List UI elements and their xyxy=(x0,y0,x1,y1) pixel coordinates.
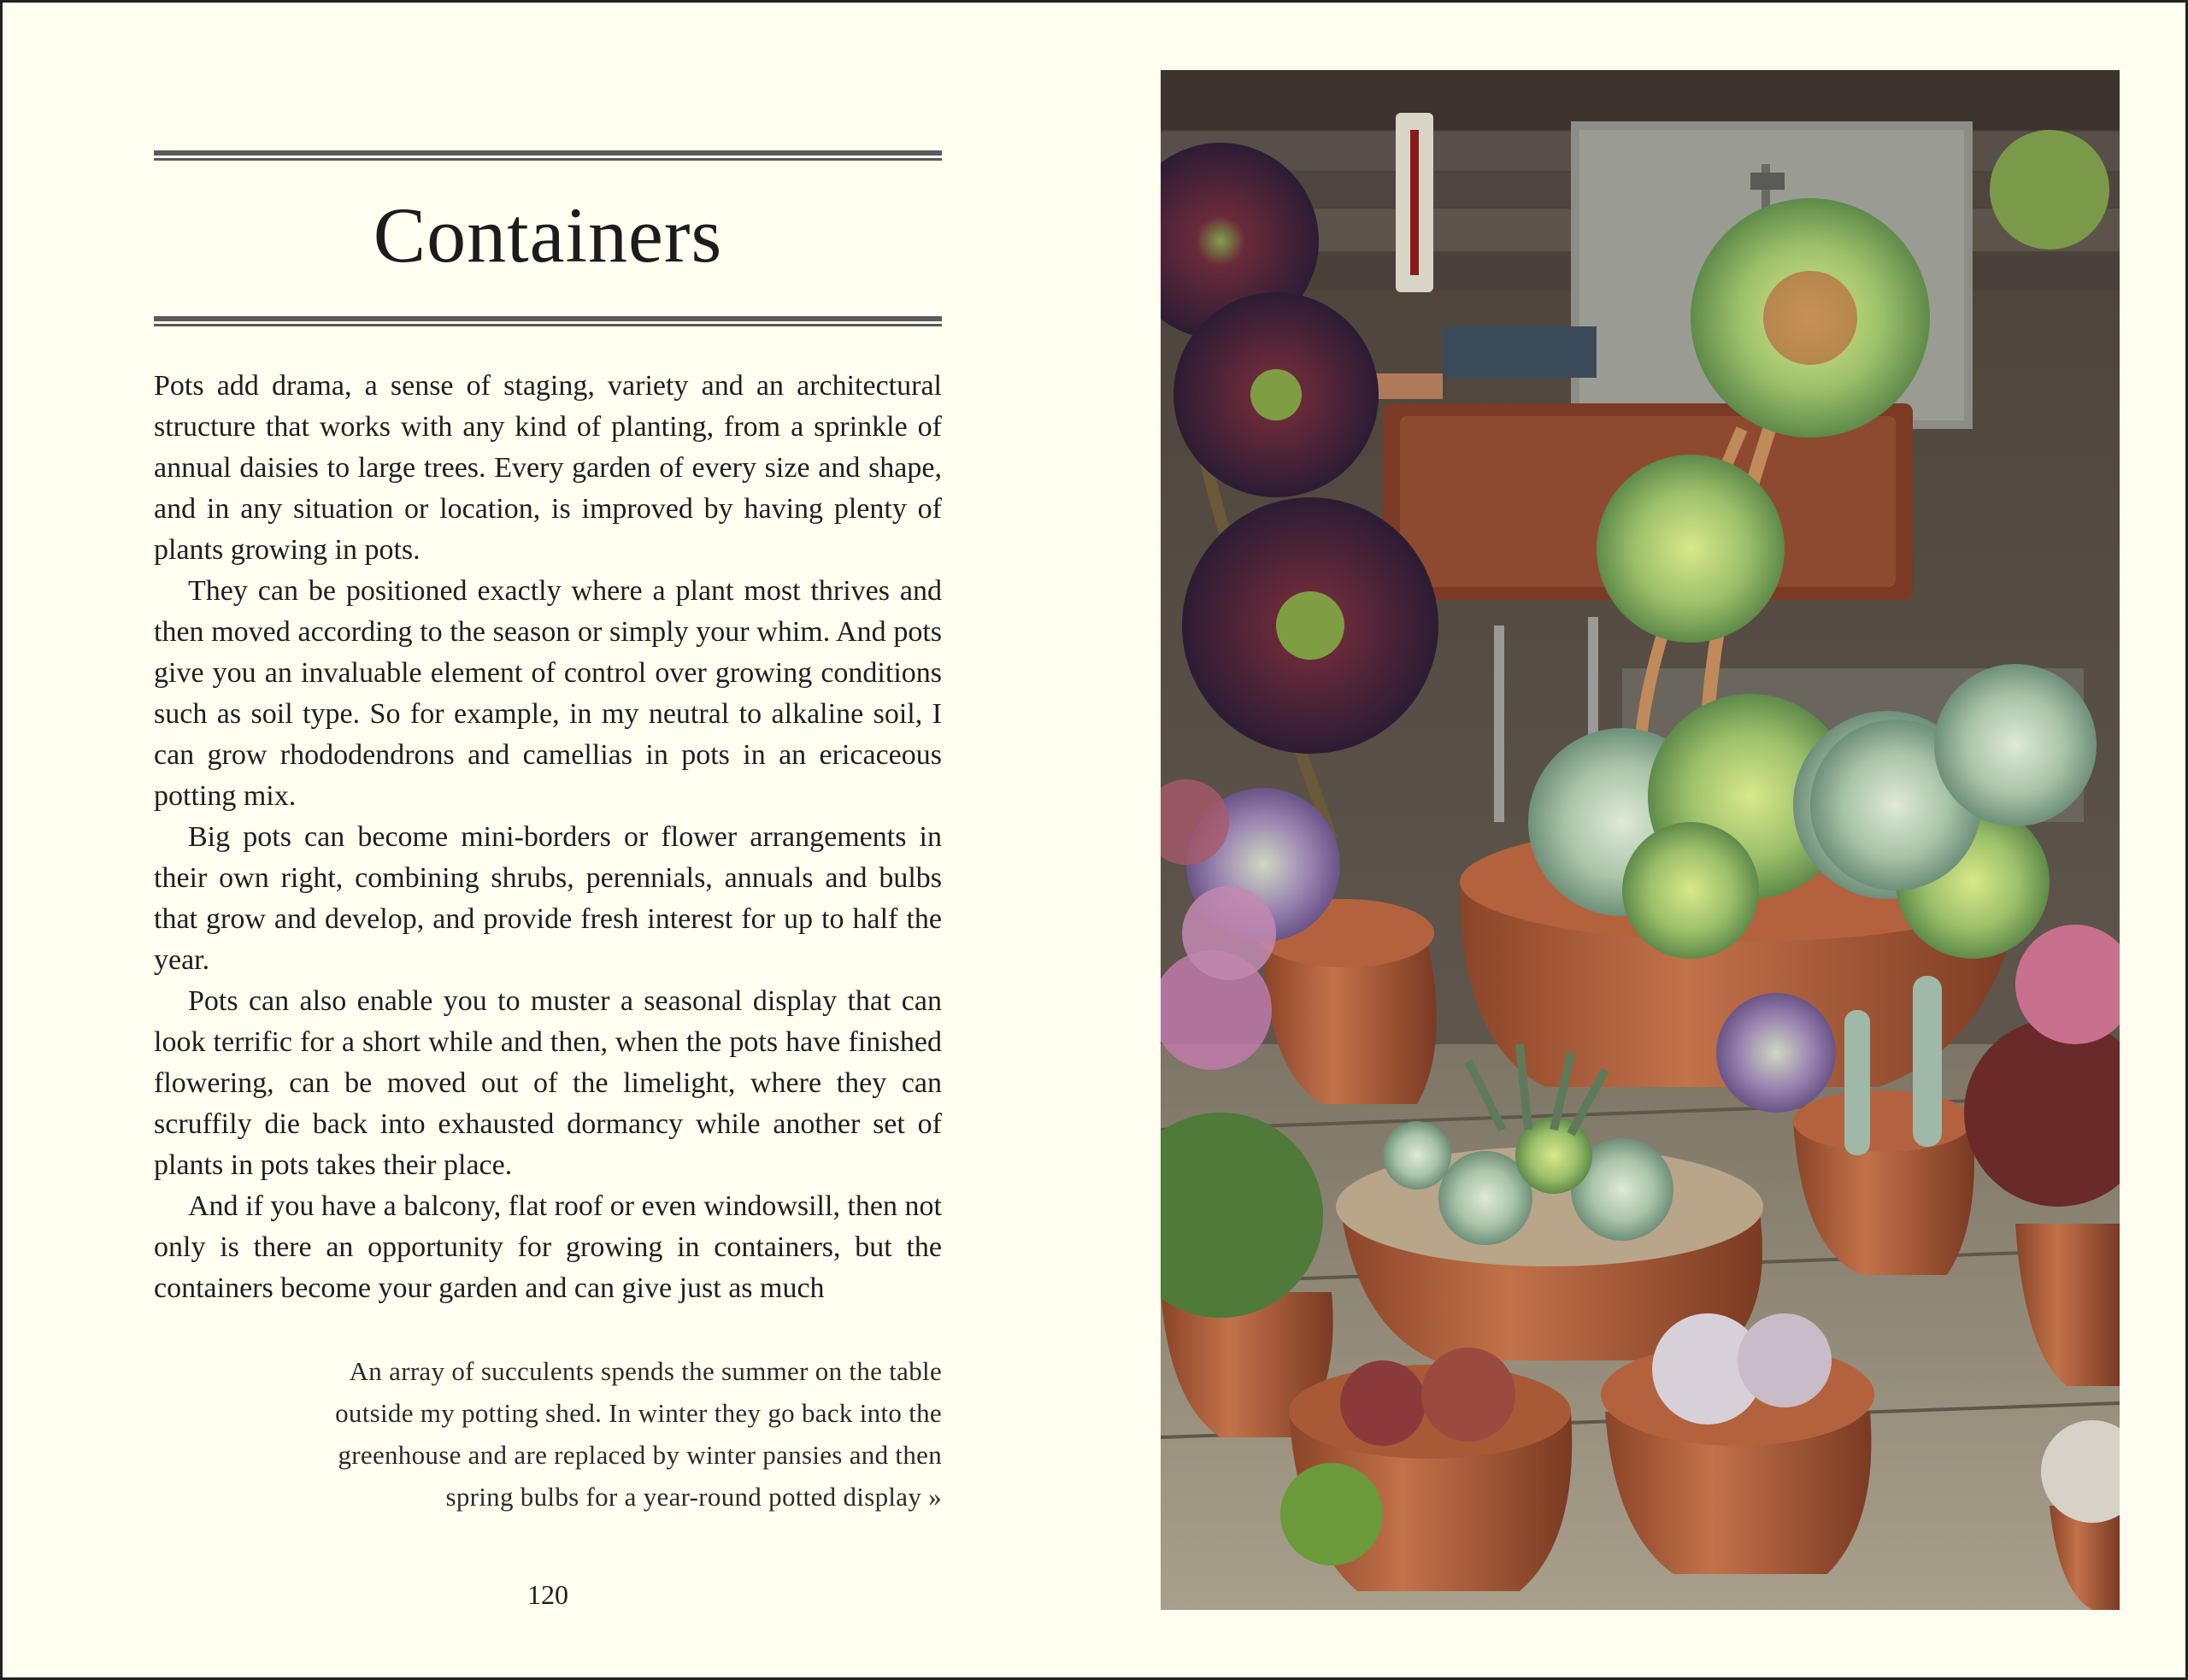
paragraph: Big pots can become mini-borders or flower arrangements in their own right, combining shrubs, perennials, annuals and bulbs that grow and develop, and provide fresh interest for up to half the year. xyxy=(154,821,942,976)
heading-rule-bottom xyxy=(154,316,942,326)
succulent-photo xyxy=(1161,70,2120,1610)
sedum-plant xyxy=(1738,1313,1832,1407)
page-number: 120 xyxy=(527,1579,568,1610)
caption-line: greenhouse and are replaced by winter pansies and then xyxy=(338,1440,942,1470)
paragraph: Pots add drama, a sense of staging, variety and an architectural structure that works with any kind of planting, from a sprinkle of annual daisies to large trees. Every garden of every size and shape, and in any situation or location, is improved by having plenty of plants growing in pots. xyxy=(154,370,942,566)
caption-line: outside my potting shed. In winter they go back into the xyxy=(335,1398,942,1428)
paragraph: Pots can also enable you to muster a seasonal display that can look terrific for a short while and then, when the pots have finished flowering, can be moved out of the limelight, where they can scruffily die back into exhausted dormancy while another set of plants in pots takes their place. xyxy=(154,985,942,1181)
heading-rule-top xyxy=(154,150,942,161)
chapter-title: Containers xyxy=(373,191,723,279)
sempervivum-rosette xyxy=(1340,1360,1426,1446)
paragraph: And if you have a balcony, flat roof or even windowsill, then not only is there an opportunity for growing in containers, but the containers become your garden and can give just as much xyxy=(154,1190,942,1304)
paragraph: They can be positioned exactly where a plant most thrives and then moved according to the season or simply your whim. And pots give you an invaluable element of control over growing conditions such as soil type. So for example, in my neutral to alkaline soil, I can grow rhododendrons and camellias in pots in an ericaceous potting mix. xyxy=(154,575,942,812)
sempervivum-rosette xyxy=(1421,1348,1515,1442)
body-text xyxy=(154,366,942,1309)
caption-line: An array of succulents spends the summer on the table xyxy=(349,1356,942,1386)
aeonium-rosette xyxy=(1597,455,1785,643)
caption-line: spring bulbs for a year-round potted display » xyxy=(445,1482,942,1512)
photo-caption xyxy=(154,1350,942,1518)
